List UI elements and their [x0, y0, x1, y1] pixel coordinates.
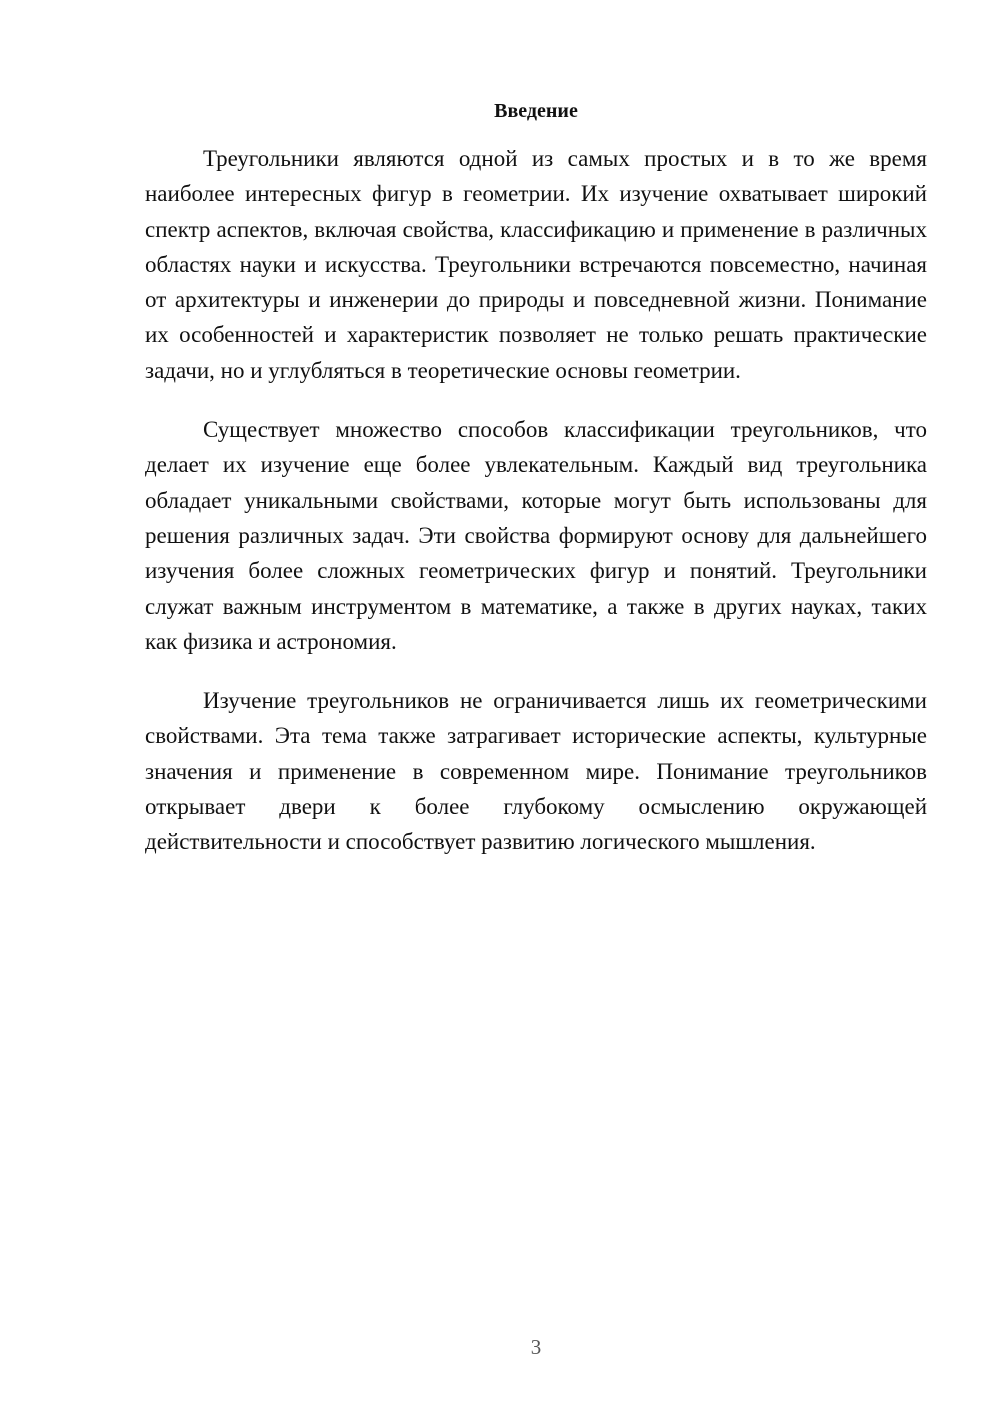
page-number: 3	[530, 1335, 542, 1359]
section-heading: Введение	[494, 100, 578, 122]
paragraph-2: Существует множество способов классификации треугольников, что делает их изучение еще более увлекательным. Каждый вид треугольника обладает уникальными свойствами, которые могут быть использованы для решения различных задач. Эти свойства формируют основу для дальнейшего изучения более сложных геометрических фигур и понятий. Треугольники служат важным инструментом в математике, а также в других науках, таких как физика и астрономия.	[145, 417, 927, 654]
paragraph-1: Треугольники являются одной из самых простых и в то же время наиболее интересных фигур в геометрии. Их изучение охватывает широкий спектр аспектов, включая свойства, классификацию и применение в различных областях науки и искусства. Треугольники встречаются повсеместно, начиная от архитектуры и инженерии до природы и повседневной жизни. Понимание их особенностей и характеристик позволяет не только решать практические задачи, но и углубляться в теоретические основы геометрии.	[145, 146, 927, 383]
paragraph-3: Изучение треугольников не ограничивается лишь их геометрическими свойствами. Эта тема также затрагивает исторические аспекты, культурные значения и применение в современном мире. Понимание треугольников открывает двери к более глубокому осмыслению окружающей действительности и способствует развитию логического мышления.	[145, 688, 927, 855]
body-text	[145, 141, 927, 884]
